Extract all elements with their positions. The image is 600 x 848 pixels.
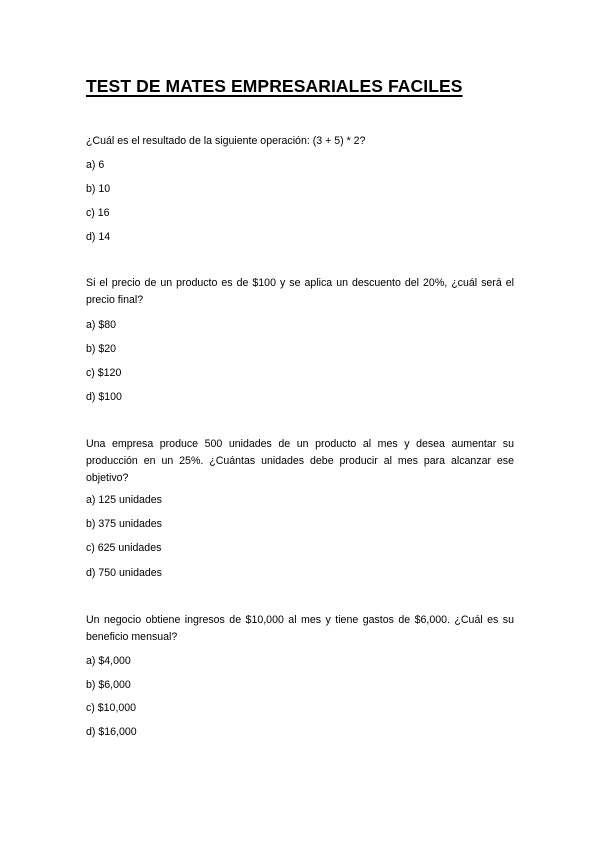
answer-option: b) 10 <box>86 183 111 195</box>
answer-option: c) 16 <box>86 207 110 219</box>
answer-option: d) $100 <box>86 391 122 403</box>
question-text: Un negocio obtiene ingresos de $10,000 al mes y tiene gastos de $6,000. ¿Cuál es su beneficio mensual? <box>86 614 514 643</box>
question-4 <box>86 612 514 646</box>
answer-option: a) $80 <box>86 319 117 331</box>
answer-option: a) 6 <box>86 159 105 171</box>
question-1 <box>86 133 514 150</box>
document-title: TEST DE MATES EMPRESARIALES FACILES <box>86 76 463 96</box>
question-2 <box>86 275 514 309</box>
answer-option: d) 14 <box>86 231 111 243</box>
question-3 <box>86 436 514 487</box>
answer-option: b) $6,000 <box>86 679 131 691</box>
answer-option: b) $20 <box>86 343 117 355</box>
answer-option: c) 625 unidades <box>86 542 162 554</box>
answer-option: d) $16,000 <box>86 726 137 738</box>
answer-option: d) 750 unidades <box>86 567 162 579</box>
question-text: ¿Cuál es el resultado de la siguiente operación: (3 + 5) * 2? <box>86 135 366 147</box>
answer-option: a) $4,000 <box>86 655 131 667</box>
question-text: Una empresa produce 500 unidades de un producto al mes y desea aumentar su producción en un 25%. ¿Cuántas unidades debe producir al mes para alcanzar ese objetivo? <box>86 438 514 484</box>
question-text: Si el precio de un producto es de $100 y se aplica un descuento del 20%, ¿cuál será el precio final? <box>86 277 514 306</box>
answer-option: c) $10,000 <box>86 702 137 714</box>
answer-option: c) $120 <box>86 367 122 379</box>
answer-option: a) 125 unidades <box>86 494 162 506</box>
answer-option: b) 375 unidades <box>86 518 162 530</box>
